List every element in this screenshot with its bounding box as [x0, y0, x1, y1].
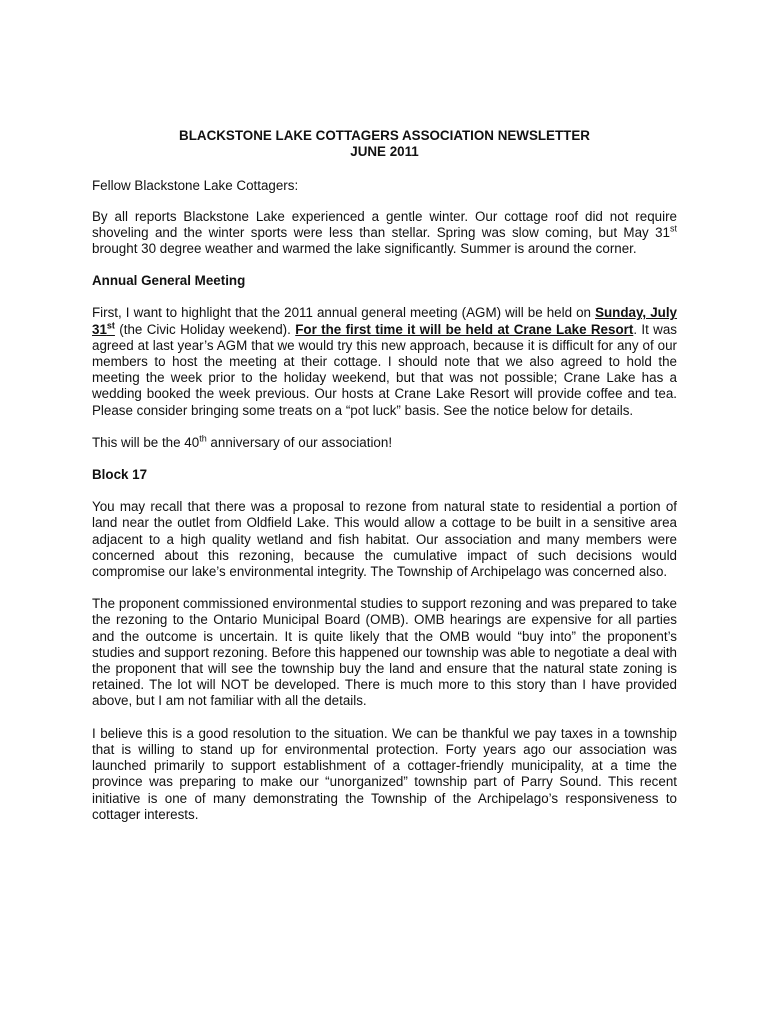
- block17-paragraph-1: You may recall that there was a proposal to rezone from natural state to residential a portion of land near the outlet from Oldfield Lake. This would allow a cottage to be built in a sensitive area adjacent to a high quality wetland and fish habitat. Our association and many members were concerned about this rezoning, because the cumulative impact of such decisions would compromise our lake’s environmental integrity. The Township of Archipelago was concerned also.: [92, 499, 677, 580]
- block17-paragraph-2: The proponent commissioned environmental studies to support rezoning and was prepared to take the rezoning to the Ontario Municipal Board (OMB). OMB hearings are expensive for all parties and the outcome is uncertain. It is quite likely that the OMB would “buy into” the proponent’s studies and support rezoning. Before this happened our township was able to negotiate a deal with the proponent that will see the township buy the land and ensure that the natural state zoning is retained. The lot will NOT be developed. There is much more to this story than I have provided above, but I am not familiar with all the details.: [92, 596, 677, 709]
- intro-sup: st: [669, 223, 677, 234]
- intro-text-2: brought 30 degree weather and warmed the lake significantly. Summer is around the corner.: [92, 241, 637, 257]
- intro-paragraph: [92, 209, 677, 258]
- newsletter-date: JUNE 2011: [350, 144, 419, 160]
- block17-heading: Block 17: [92, 467, 148, 483]
- anniversary-sup: th: [199, 433, 207, 444]
- newsletter-header: [92, 128, 677, 160]
- agm-date-text: Sunday, July 31: [92, 305, 678, 337]
- agm-text-c: . It was agreed at last year’s AGM that we would try this new approach, because it is difficult for any of our members to host the meeting at their cottage. I should note that we also agreed to hold the meeting the week prior to the holiday weekend, but that was not possible; Crane Lake has a wedding booked the week previous. Our hosts at Crane Lake Resort will provide coffee and tea. Please consider bringing some treats on a “pot luck” basis. See the notice below for details.: [92, 321, 677, 418]
- anniversary-text-b: anniversary of our association!: [206, 434, 393, 450]
- anniversary-text-a: This will be the 40: [92, 434, 200, 450]
- intro-text-1: By all reports Blackstone Lake experienced a gentle winter. Our cottage roof did not require shoveling and the winter sports were less than stellar. Spring was slow coming, but May 31: [92, 208, 677, 240]
- anniversary-paragraph: [92, 435, 677, 451]
- greeting: Fellow Blackstone Lake Cottagers:: [92, 178, 299, 194]
- block17-paragraph-3: I believe this is a good resolution to the situation. We can be thankful we pay taxes in a township that is willing to stand up for environmental protection. Forty years ago our association was launched primarily to support establishment of a cottager-friendly municipality, at a time the province was preparing to make our “unorganized” township part of Parry Sound. This recent initiative is one of many demonstrating the Township of the Archipelago’s responsiveness to cottager interests.: [92, 725, 677, 822]
- newsletter-title: BLACKSTONE LAKE COTTAGERS ASSOCIATION NEWSLETTER: [179, 128, 590, 143]
- agm-paragraph: [92, 305, 677, 418]
- agm-heading: Annual General Meeting: [92, 273, 246, 289]
- agm-text-b: (the Civic Holiday weekend).: [114, 321, 296, 337]
- agm-date-sup: st: [106, 320, 115, 331]
- agm-text-a: First, I want to highlight that the 2011 annual general meeting (AGM) will be held on: [92, 305, 596, 321]
- agm-location-highlight: For the first time it will be held at Crane Lake Resort: [295, 321, 634, 337]
- newsletter-page: [92, 128, 677, 839]
